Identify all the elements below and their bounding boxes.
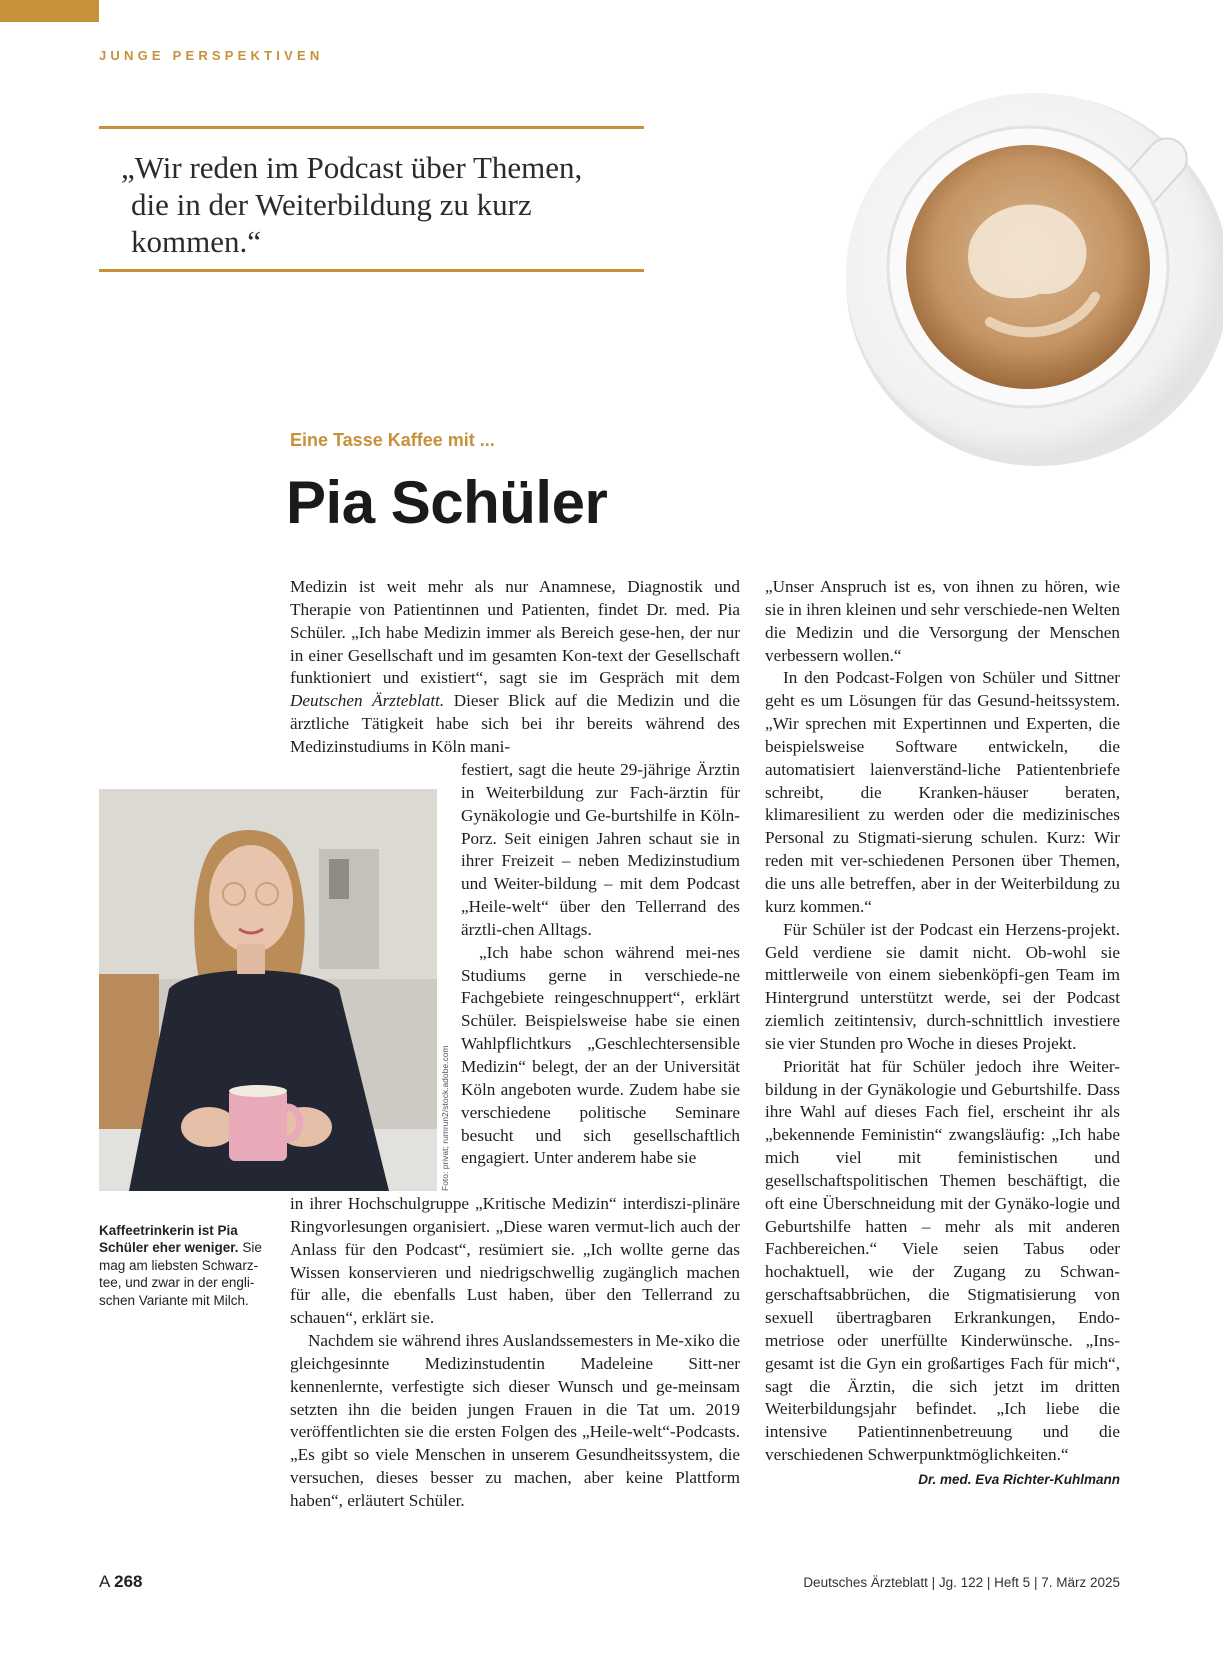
article-column-2 [765, 576, 1120, 1492]
corner-accent-bar [0, 0, 99, 22]
body-paragraph: Nachdem sie während ihres Auslandssemesters in Me-xiko die gleichgesinnte Medizinstudentin Madeleine Sitt-ner kennenlernte, verfestigte sich dieser Wunsch und ge-meinsam setzten ihn die beiden jungen Frauen in die Tat um. 2019 veröffentlichten sie die ersten Folgen des „Heile-welt“-Podcasts. „Es gibt so viele Menschen in unserem Gesundheitssystem, die versuchen, dieses besser zu machen, aber keine Plattform haben“, erläutert Schüler. [290, 1331, 740, 1510]
pull-quote-text [121, 149, 644, 260]
photo-credit: Foto: privat; rumrun2/stock.adobe.com [440, 1045, 450, 1191]
article-column-1-bottom [290, 1193, 740, 1513]
body-paragraph: Priorität hat für Schüler jedoch ihre Weiter-bildung in der Gynäkologie und Geburtshilfe. Dass ihre Wahl auf dieses Fach fiel, erscheint ihr als „bekennende Feministin“ zwangsläufig: „Ich habe mich viel mit feministischen und gesellschaftspolitischen Themen beschäftigt, die oft eine Überschneidung mit der Gynäko-logie und Geburtshilfe hatten – mehr als mit anderen Fachbereichen.“ Viele seien Tabus oder hochaktuell, wie der Zugang zu Schwan-gerschaftsabbrüchen, die Stigmatisierung von sexuell übertragbaren Erkrankungen, Endo-metriose oder unerfüllte Kinderwünsche. „Ins-gesamt ist die Gyn ein großartiges Fach für mich“, sagt die Ärztin, die sich jetzt im dritten Weiterbildungsjahr befindet. „Ich liebe die intensive Patientinnenbetreuung und die verschiedenen Schwerpunktmöglichkeiten.“ [765, 1056, 1120, 1465]
body-paragraph: „Unser Anspruch ist es, von ihnen zu hören, wie sie in ihren kleinen und sehr verschiede-nen Welten die Medizin und die Versorgung der Menschen verbessern wollen.“ [765, 577, 1120, 665]
portrait-photo [99, 789, 437, 1191]
body-paragraph: In den Podcast-Folgen von Schüler und Sittner geht es um Lösungen für das Gesund-heitssystem. „Wir sprechen mit Expertinnen und Experten, die beispielsweise Software entwickeln, die automatisiert laienverständ-liche Patientenbriefe schreibt, die Kranken-häuser beraten, klimaresilient zu werden oder die medizinisches Personal zu Stigmati-sierung schulen. Kurz: Wir reden mit ver-schiedenen Personen über Themen, die uns alle betreffen, aber in der Weiterbildung zu kurz kommen.“ [765, 668, 1120, 916]
pull-quote-line: kommen.“ [131, 224, 261, 259]
article-headline: Pia Schüler [286, 469, 608, 536]
journal-info: Deutsches Ärzteblatt | Jg. 122 | Heft 5 | 7. März 2025 [803, 1575, 1120, 1590]
coffee-cup-image [840, 92, 1223, 472]
body-paragraph: „Ich habe schon während mei-nes Studiums gerne in verschiede-ne Fachgebiete reingeschnuppert“, erklärt Schüler. Beispielsweise habe sie einen Wahlpflichtkurs „Geschlechtersensible Medizin“ belegt, der an der Universität Köln angeboten wurde. Zudem habe sie verschiedene politische Seminare besucht und sich gesellschaftlich engagiert. Unter anderem habe sie [461, 942, 740, 1168]
body-paragraph: in ihrer Hochschulgruppe „Kritische Medizin“ interdiszi-plinäre Ringvorlesungen organisiert. „Diese waren vermut-lich auch der Anlass für den Podcast“, resümiert sie. „Ich wollte gerne das Wissen konservieren und niedrigschwellig zugänglich machen für alle, die ebenfalls Lust haben, über den Tellerrand zu schauen“, erklärt sie. [290, 1194, 740, 1328]
page-number: A 268 [99, 1572, 143, 1591]
article-column-1-top [290, 576, 740, 759]
pull-quote [99, 126, 644, 272]
body-paragraph: Medizin ist weit mehr als nur Anamnese, Diagnostik und Therapie von Patientinnen und Patienten, findet Dr. med. Pia Schüler. „Ich habe Medizin immer als Bereich gese-hen, der nur in einer Gesellschaft und im gesamten Kon-text der Gesellschaft funktioniert und existiert“, sagt sie im Gespräch mit dem Deutschen Ärzteblatt. Dieser Blick auf die Medizin und die ärztliche Tätigkeit habe sich bei ihr bereits während des Medizinstudiums in Köln mani- [290, 577, 740, 756]
section-label: JUNGE PERSPEKTIVEN [99, 48, 324, 63]
photo-caption [99, 1222, 269, 1309]
article-column-1-narrow [461, 759, 740, 1170]
body-paragraph: Für Schüler ist der Podcast ein Herzens-projekt. Geld verdiene sie damit nicht. Ob-wohl sie mittlerweile von einem siebenköpfi-gen Team im Hintergrund unterstützt werde, sei der Podcast ziemlich zeitintensiv, durch-schnittlich investiere sie vier Stunden pro Woche in dieses Projekt. [765, 919, 1120, 1053]
author-byline: Dr. med. Eva Richter-Kuhlmann [918, 1471, 1120, 1487]
body-paragraph: festiert, sagt die heute 29-jährige Ärztin in Weiterbildung zur Fach-ärztin für Gynäkologie und Ge-burtshilfe in Köln-Porz. Seit einigen Jahren schaut sie in ihrer Freizeit – neben Medizinstudium und Weiter-bildung – mit dem Podcast „Heile-welt“ über den Tellerrand des ärztli-chen Alltags. [461, 760, 740, 939]
caption-text: Sie mag am liebsten Schwarz-tee, und zwar in der engli-schen Variante mit Milch. [99, 1240, 262, 1308]
publication-name: Deutschen Ärzteblatt. [290, 691, 445, 711]
pull-quote-line: die in der Weiterbildung zu kurz [131, 187, 532, 222]
pull-quote-line: „Wir reden im Podcast über Themen, [121, 150, 583, 185]
caption-lead: Kaffeetrinkerin ist Pia Schüler eher weniger. [99, 1223, 239, 1256]
article-kicker: Eine Tasse Kaffee mit ... [290, 430, 495, 450]
